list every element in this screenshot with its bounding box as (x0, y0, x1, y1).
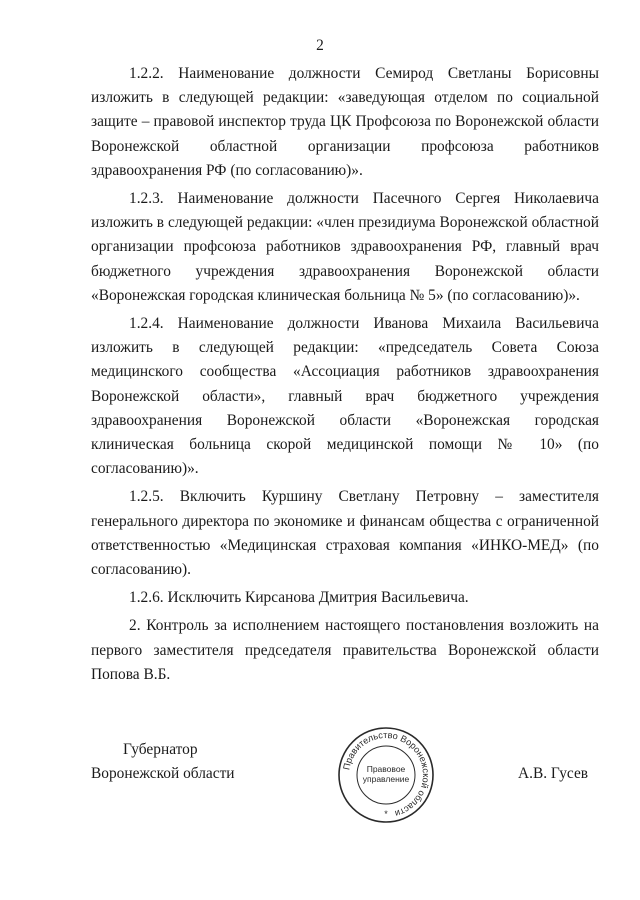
stamp-ring-text: Правительство Воронежской области (341, 729, 432, 819)
stamp-seal-graphic (336, 725, 436, 825)
stamp-center-line1: Правовое (366, 764, 406, 774)
signatory-title-line1: Губернатор (123, 741, 198, 758)
page-number: 2 (316, 37, 324, 54)
signatory-name: А.В. Гусев (518, 765, 589, 782)
paragraph-1-2-4: 1.2.4. Наименование должности Иванова Михаила Васильевича изложить в следующей редакции: «председатель Совета Союза медицинского сообщества «Ассоциация работников здравоохранения Воронежской области», главный врач бюджетного учреждения здравоохранения Воронежской области «Воронежская городская клиническая больница скорой медицинской помощи № 10» (по согласованию)». (91, 315, 599, 478)
paragraph-1-2-3: 1.2.3. Наименование должности Пасечного Сергея Николаевича изложить в следующей редакции: «член президиума Воронежской областной организации профсоюза работников здравоохранения РФ, главный врач бюджетного учреждения здравоохранения Воронежской области «Воронежская городская клиническая больница № 5» (по согласованию)». (91, 190, 599, 304)
signatory-title (91, 738, 291, 786)
paragraph-2: 2. Контроль за исполнением настоящего постановления возложить на первого заместителя председателя правительства Воронежской области Попова В.Б. (91, 617, 599, 683)
document-body (91, 62, 599, 687)
paragraph-1-2-6: 1.2.6. Исключить Кирсанова Дмитрия Васильевича. (129, 589, 469, 607)
stamp-center-line2: управление (362, 774, 410, 784)
paragraph-1-2-2: 1.2.2. Наименование должности Семирод Светланы Борисовны изложить в следующей редакции: «заведующая отделом по социальной защите – правовой инспектор труда ЦК Профсоюза по Воронежской области Воронежской областной организации профсоюза работников здравоохранения РФ (по согласованию)». (91, 65, 599, 179)
official-stamp (336, 725, 436, 825)
paragraph-1-2-5: 1.2.5. Включить Куршину Светлану Петровну – заместителя генерального директора по экономике и финансам общества с ограниченной ответственностью «Медицинская страховая компания «ИНКО-МЕД» (по согласованию). (91, 488, 599, 579)
signatory-title-line2: Воронежской области (91, 765, 235, 783)
stamp-star: * (384, 809, 388, 819)
